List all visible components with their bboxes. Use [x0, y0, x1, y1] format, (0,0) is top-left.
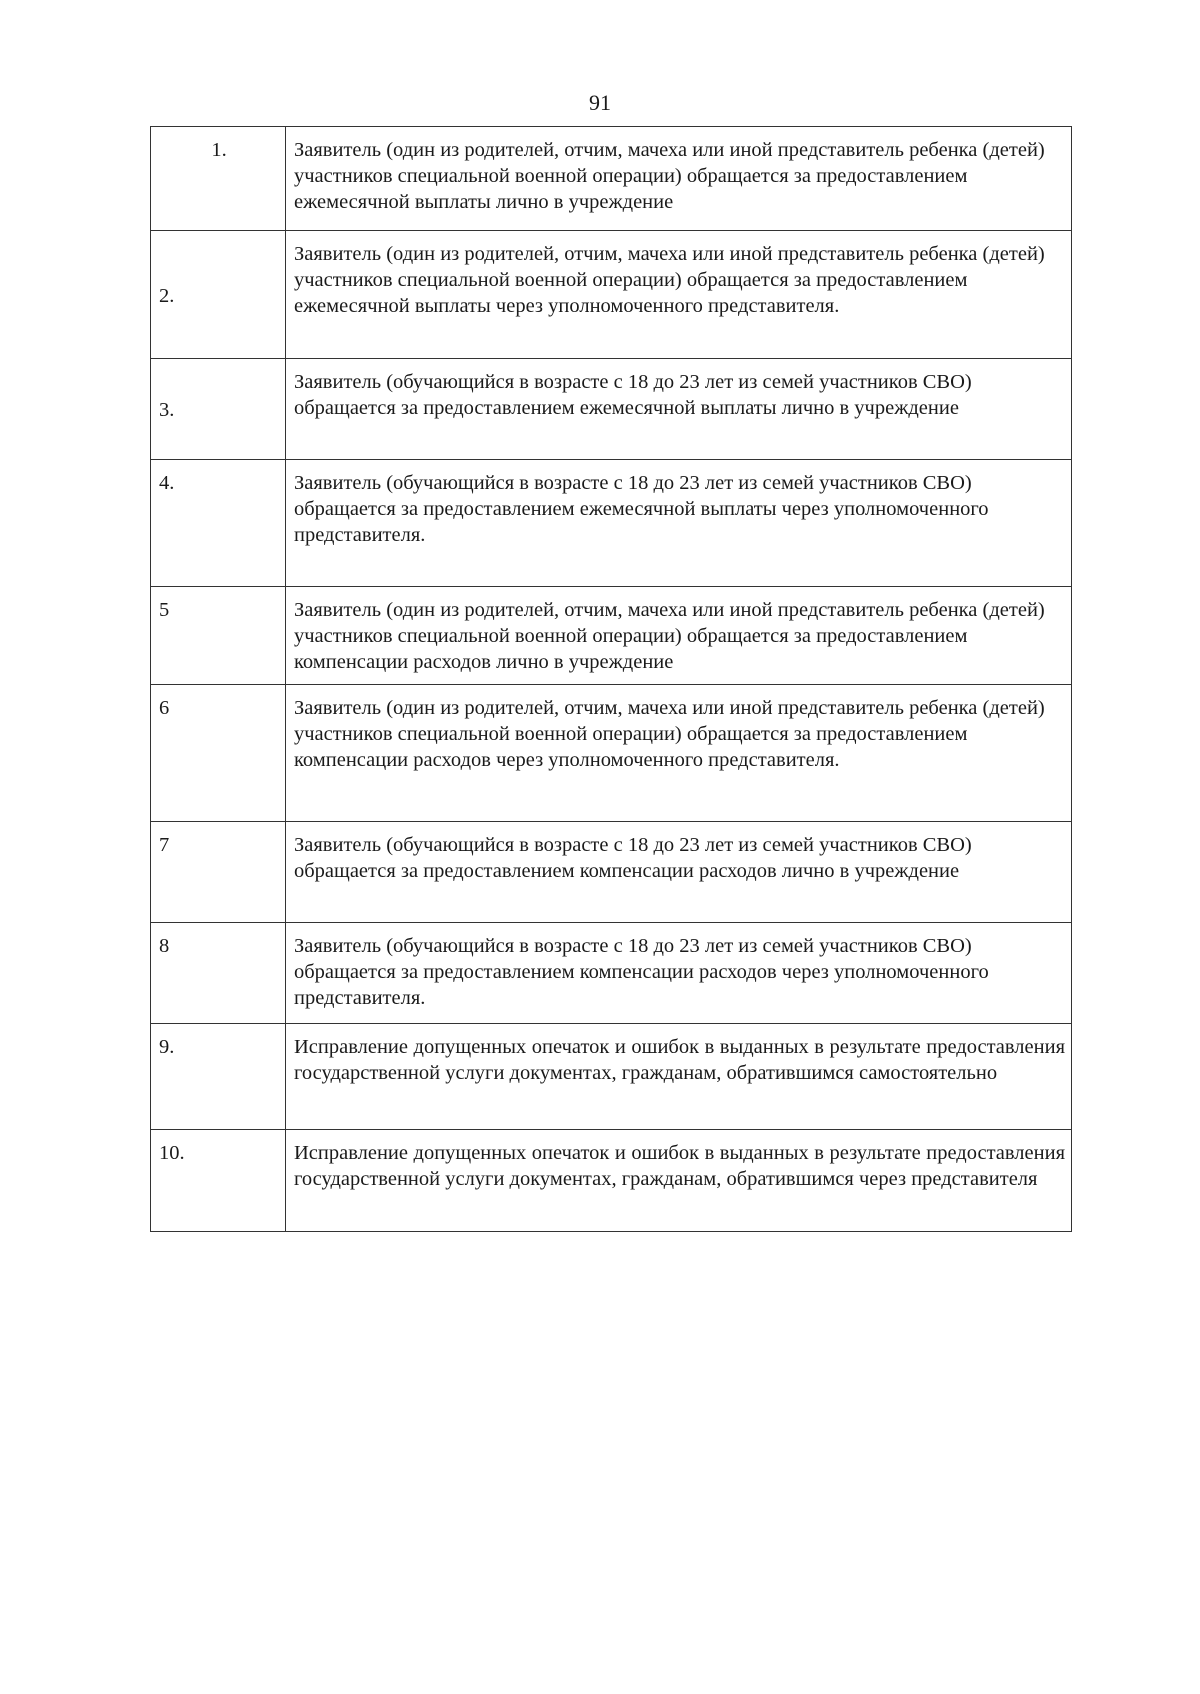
- row-description: Заявитель (обучающийся в возрасте с 18 до 23 лет из семей участников СВО) обращается за предоставлением ежемесячной выплаты лично в учреждение: [286, 359, 1072, 460]
- table-row: [151, 231, 1072, 359]
- table-row: [151, 1130, 1072, 1232]
- row-number: 7: [151, 822, 286, 923]
- row-description: Исправление допущенных опечаток и ошибок в выданных в результате предоставления государственной услуги документах, гражданам, обратившимся самостоятельно: [286, 1024, 1072, 1130]
- row-number: 4.: [151, 460, 286, 587]
- table-row: [151, 822, 1072, 923]
- row-description: Заявитель (обучающийся в возрасте с 18 до 23 лет из семей участников СВО) обращается за предоставлением компенсации расходов через уполномоченного представителя.: [286, 923, 1072, 1024]
- row-description: Заявитель (один из родителей, отчим, мачеха или иной представитель ребенка (детей) участников специальной военной операции) обращается за предоставлением компенсации расходов лично в учреждение: [286, 587, 1072, 685]
- row-number: 8: [151, 923, 286, 1024]
- table-row: [151, 685, 1072, 822]
- table-row: [151, 923, 1072, 1024]
- row-description: Заявитель (обучающийся в возрасте с 18 до 23 лет из семей участников СВО) обращается за предоставлением ежемесячной выплаты через уполномоченного представителя.: [286, 460, 1072, 587]
- row-description: Заявитель (один из родителей, отчим, мачеха или иной представитель ребенка (детей) участников специальной военной операции) обращается за предоставлением компенсации расходов через уполномоченного представителя.: [286, 685, 1072, 822]
- row-number: 2.: [151, 231, 286, 359]
- table-row: [151, 587, 1072, 685]
- row-description: Исправление допущенных опечаток и ошибок в выданных в результате предоставления государственной услуги документах, гражданам, обратившимся через представителя: [286, 1130, 1072, 1232]
- row-number: 1.: [151, 127, 286, 231]
- variants-table: [150, 126, 1072, 1232]
- row-number: 3.: [151, 359, 286, 460]
- row-number: 5: [151, 587, 286, 685]
- row-number: 9.: [151, 1024, 286, 1130]
- page-number: 91: [589, 90, 611, 115]
- table-row: [151, 359, 1072, 460]
- row-description: Заявитель (обучающийся в возрасте с 18 до 23 лет из семей участников СВО) обращается за предоставлением компенсации расходов лично в учреждение: [286, 822, 1072, 923]
- row-description: Заявитель (один из родителей, отчим, мачеха или иной представитель ребенка (детей) участников специальной военной операции) обращается за предоставлением ежемесячной выплаты через уполномоченного представителя.: [286, 231, 1072, 359]
- row-number: 6: [151, 685, 286, 822]
- table-row: [151, 1024, 1072, 1130]
- row-number: 10.: [151, 1130, 286, 1232]
- table-row: [151, 127, 1072, 231]
- table-row: [151, 460, 1072, 587]
- row-description: Заявитель (один из родителей, отчим, мачеха или иной представитель ребенка (детей) участников специальной военной операции) обращается за предоставлением ежемесячной выплаты лично в учреждение: [286, 127, 1072, 231]
